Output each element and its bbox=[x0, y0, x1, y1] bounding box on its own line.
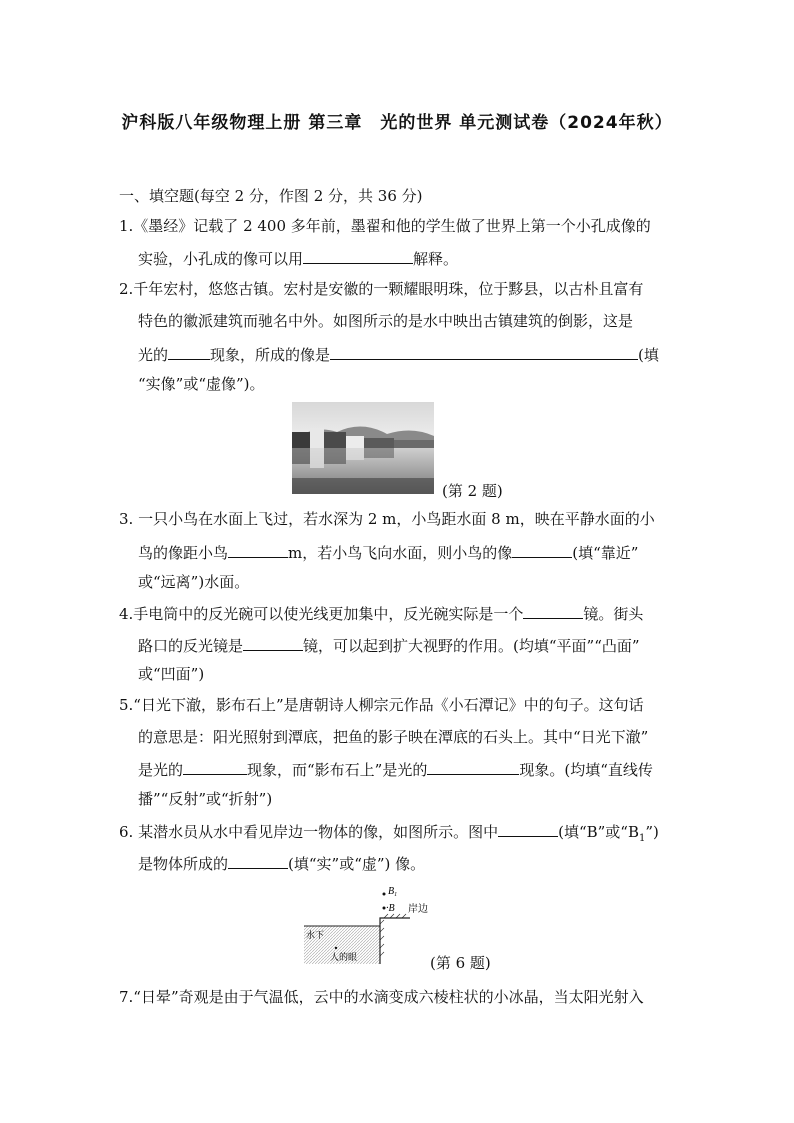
q3-blank-2[interactable] bbox=[512, 541, 572, 558]
q5-blank-2[interactable] bbox=[427, 758, 519, 775]
q6-blank-1[interactable] bbox=[498, 820, 558, 837]
q5-line-4: 播”“反射”或“折射”) bbox=[138, 790, 273, 808]
q4-text-a: 4.手电筒中的反光碗可以使光线更加集中，反光碗实际是一个 bbox=[119, 605, 524, 623]
q4-text-d: 镜，可以起到扩大视野的作用。(均填“平面”“凸面” bbox=[303, 637, 640, 655]
q5-text-c: 现象。(均填“直线传 bbox=[519, 761, 653, 779]
q6-text-c: ”) bbox=[645, 823, 659, 841]
q4-line-3: 或“凹面”) bbox=[138, 665, 205, 683]
q4-line-2 bbox=[138, 634, 640, 656]
q4-blank-1[interactable] bbox=[523, 602, 583, 619]
q1-text-b: 解释。 bbox=[413, 250, 459, 268]
q3-text-c: (填“靠近” bbox=[572, 544, 639, 562]
q6-text-d: 是物体所成的 bbox=[138, 855, 229, 873]
q2-line-1: 2.千年宏村，悠悠古镇。宏村是安徽的一颗耀眼明珠，位于黟县，以古朴且富有 bbox=[119, 280, 644, 298]
page-title: 沪科版八年级物理上册 第三章 光的世界 单元测试卷（2024年秋） bbox=[121, 113, 673, 133]
q1-line-1: 1.《墨经》记载了 2 400 多年前，墨翟和他的学生做了世界上第一个小孔成像的 bbox=[119, 217, 651, 235]
label-b: ·B bbox=[386, 903, 395, 914]
q6-line-2 bbox=[138, 852, 425, 874]
label-underwater: 水下 bbox=[306, 931, 325, 941]
q3-line-2 bbox=[138, 541, 638, 563]
q5-line-2: 的意思是：阳光照射到潭底，把鱼的影子映在潭底的石头上。其中“日光下澈” bbox=[138, 728, 649, 746]
q3-text-b: m，若小鸟飞向水面，则小鸟的像 bbox=[288, 544, 513, 562]
q3-line-3: 或“远离”)水面。 bbox=[138, 573, 250, 591]
q1-blank[interactable] bbox=[303, 247, 413, 264]
q2-line-3 bbox=[138, 343, 659, 365]
label-shore: 岸边 bbox=[408, 904, 428, 915]
q5-line-1: 5.“日光下澈，影布石上”是唐朝诗人柳宗元作品《小石潭记》中的句子。这句话 bbox=[119, 696, 644, 714]
q4-text-b: 镜。街头 bbox=[583, 605, 644, 623]
q6-figure-caption: (第 6 题) bbox=[430, 954, 491, 972]
q4-text-c: 路口的反光镜是 bbox=[138, 637, 244, 655]
q2-figure-caption: (第 2 题) bbox=[442, 482, 503, 500]
q2-line-4: “实像”或“虚像”)。 bbox=[138, 375, 265, 393]
section-heading: 一、填空题(每空 2 分，作图 2 分，共 36 分) bbox=[119, 187, 423, 205]
q5-text-b: 现象，而“影布石上”是光的 bbox=[247, 761, 428, 779]
ancient-village-reflection-photo bbox=[292, 402, 434, 494]
q6-blank-2[interactable] bbox=[228, 852, 288, 869]
q6-text-b: (填“B”或“B bbox=[558, 823, 639, 841]
q5-text-a: 是光的 bbox=[138, 761, 184, 779]
q7-line-1: 7.“日晕”奇观是由于气温低，云中的水滴变成六棱柱状的小冰晶，当太阳光射入 bbox=[119, 988, 644, 1006]
q3-blank-1[interactable] bbox=[228, 541, 288, 558]
q6-text-a: 6. 某潜水员从水中看见岸边一物体的像，如图所示。图中 bbox=[119, 823, 499, 841]
q4-line-1 bbox=[119, 602, 643, 624]
q6-subscript: 1 bbox=[639, 833, 646, 844]
q2-blank-2[interactable] bbox=[330, 343, 638, 360]
q5-blank-1[interactable] bbox=[183, 758, 247, 775]
q2-text-c: (填 bbox=[638, 346, 659, 364]
q6-line-1 bbox=[119, 820, 659, 849]
q2-text-b: 现象，所成的像是 bbox=[210, 346, 331, 364]
q2-line-2: 特色的徽派建筑而驰名中外。如图所示的是水中映出古镇建筑的倒影，这是 bbox=[138, 312, 634, 330]
label-eye: 人的眼 bbox=[330, 953, 358, 963]
q4-blank-2[interactable] bbox=[243, 634, 303, 651]
q2-blank-1[interactable] bbox=[168, 343, 210, 360]
q2-text-a: 光的 bbox=[138, 346, 169, 364]
q6-diagram bbox=[300, 880, 430, 970]
q5-line-3 bbox=[138, 758, 653, 780]
q3-text-a: 鸟的像距小鸟 bbox=[138, 544, 229, 562]
q1-line-2 bbox=[138, 247, 458, 269]
label-b1: $B_1$ bbox=[388, 886, 398, 898]
q6-text-e: (填“实”或“虚”) 像。 bbox=[288, 855, 426, 873]
q1-text-a: 实验，小孔成的像可以用 bbox=[138, 250, 304, 268]
q3-line-1: 3. 一只小鸟在水面上飞过，若水深为 2 m，小鸟距水面 8 m，映在平静水面的小 bbox=[119, 510, 655, 528]
